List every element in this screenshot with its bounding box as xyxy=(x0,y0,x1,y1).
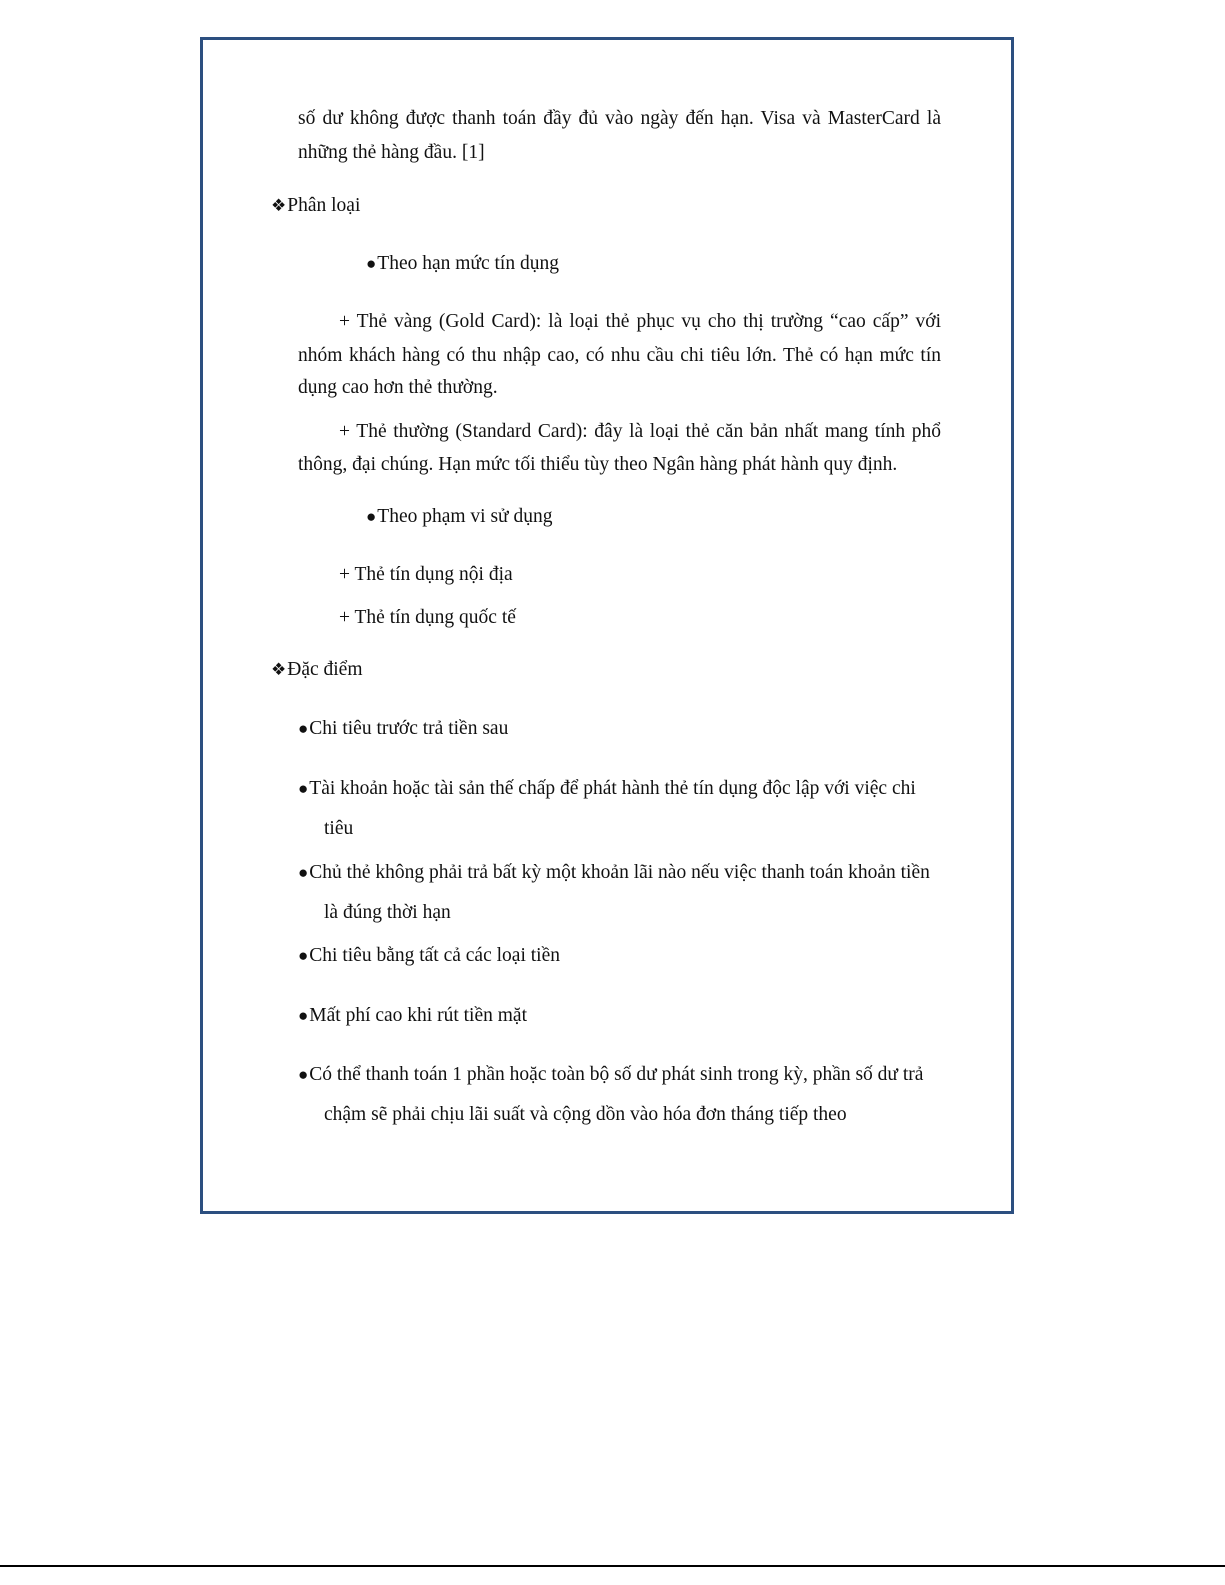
intro-line-2: những thẻ hàng đầu. [1] xyxy=(298,142,485,163)
feature-text: Tài khoản hoặc tài sản thế chấp để phát hành thẻ tín dụng độc lập với việc chi xyxy=(309,778,916,799)
gold-card-line-3: dụng cao hơn thẻ thường. xyxy=(298,377,498,398)
feature-text: Có thể thanh toán 1 phần hoặc toàn bộ số dư phát sinh trong kỳ, phần số dư trả xyxy=(309,1064,924,1085)
section-heading-features xyxy=(271,658,363,682)
standard-card-line-2: thông, đại chúng. Hạn mức tối thiểu tùy theo Ngân hàng phát hành quy định. xyxy=(298,454,898,475)
section-heading-classification xyxy=(271,194,360,218)
feature-item-2-continuation: tiêu xyxy=(324,818,354,839)
section-title: Đặc điểm xyxy=(287,659,363,680)
feature-item-5 xyxy=(298,1004,527,1028)
feature-text: Chủ thẻ không phải trả bất kỳ một khoản lãi nào nếu việc thanh toán khoản tiền xyxy=(309,862,930,883)
gold-card-line-2: nhóm khách hàng có thu nhập cao, có nhu cầu chi tiêu lớn. Thẻ có hạn mức tín xyxy=(298,345,941,366)
feature-text: Mất phí cao khi rút tiền mặt xyxy=(309,1005,527,1026)
circle-bullet-icon: ● xyxy=(298,1065,309,1084)
standard-card-line-1: + Thẻ thường (Standard Card): đây là loại thẻ căn bản nhất mang tính phổ xyxy=(339,421,941,442)
circle-bullet-icon: ● xyxy=(298,719,309,738)
gold-card-line-1: + Thẻ vàng (Gold Card): là loại thẻ phục vụ cho thị trường “cao cấp” với xyxy=(339,311,941,332)
subheading-label: Theo hạn mức tín dụng xyxy=(377,253,559,274)
feature-item-3-continuation: là đúng thời hạn xyxy=(324,902,451,923)
circle-bullet-icon: ● xyxy=(298,1006,309,1025)
feature-item-6-continuation: chậm sẽ phải chịu lãi suất và cộng dồn vào hóa đơn tháng tiếp theo xyxy=(324,1104,847,1125)
subheading-label: Theo phạm vi sử dụng xyxy=(377,506,553,527)
diamond-bullet-icon: ❖ xyxy=(271,660,287,679)
circle-bullet-icon: ● xyxy=(298,946,309,965)
subheading-credit-limit xyxy=(366,252,559,276)
diamond-bullet-icon: ❖ xyxy=(271,196,287,215)
feature-item-6 xyxy=(298,1063,923,1087)
subheading-scope xyxy=(366,505,553,529)
feature-text: Chi tiêu bằng tất cả các loại tiền xyxy=(309,945,560,966)
domestic-card-item: + Thẻ tín dụng nội địa xyxy=(339,564,513,585)
feature-item-3 xyxy=(298,861,930,885)
circle-bullet-icon: ● xyxy=(366,254,377,273)
circle-bullet-icon: ● xyxy=(298,779,309,798)
feature-text: Chi tiêu trước trả tiền sau xyxy=(309,718,509,739)
bottom-rule xyxy=(0,1565,1225,1567)
section-title: Phân loại xyxy=(287,195,361,216)
international-card-item: + Thẻ tín dụng quốc tế xyxy=(339,607,516,628)
intro-line-1: số dư không được thanh toán đầy đủ vào ngày đến hạn. Visa và MasterCard là xyxy=(298,108,941,129)
circle-bullet-icon: ● xyxy=(298,863,309,882)
feature-item-2 xyxy=(298,777,916,801)
feature-item-4 xyxy=(298,944,560,968)
feature-item-1 xyxy=(298,717,508,741)
circle-bullet-icon: ● xyxy=(366,507,377,526)
